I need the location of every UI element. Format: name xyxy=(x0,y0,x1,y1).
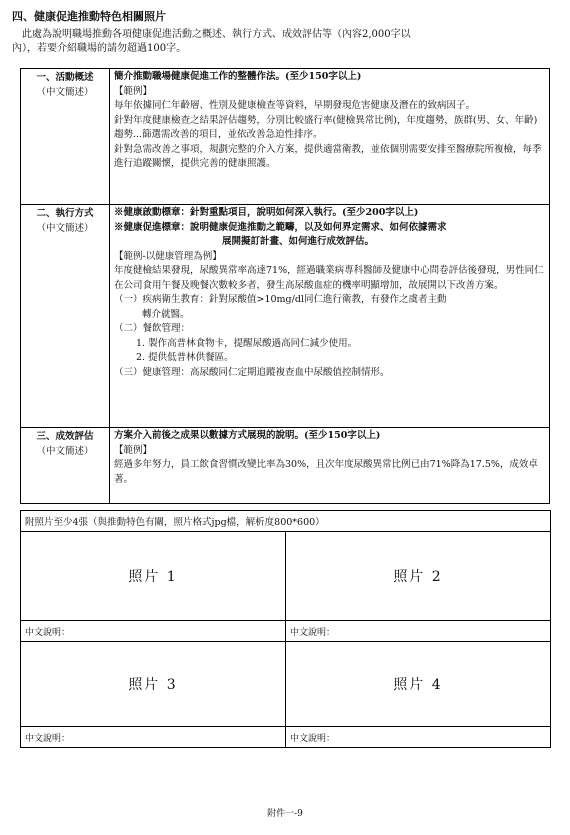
photo-table xyxy=(20,510,551,748)
execution-label xyxy=(21,205,110,428)
execution-content xyxy=(110,205,550,428)
photo-1-placeholder: 照片 1 xyxy=(21,532,286,621)
overview-content xyxy=(110,69,550,205)
execution-label-sub: （中文簡述） xyxy=(36,222,94,234)
caption-row xyxy=(21,727,551,748)
evaluation-content xyxy=(110,428,550,504)
intro-line-1: 此處為說明職場推動各項健康促進活動之概述、執行方式、成效評估等（內容2,000字以 xyxy=(22,29,411,40)
execution-item: （一）疾病衛生教育：針對尿酸值>10mg/dl同仁進行衛教，有發作之虞者主動 xyxy=(114,294,447,305)
photo-row xyxy=(21,532,551,621)
photo-2-caption: 中文說明： xyxy=(286,621,551,642)
evaluation-label-sub: （中文簡述） xyxy=(36,445,94,457)
photo-4-placeholder: 照片 4 xyxy=(286,642,551,727)
intro-text xyxy=(12,28,542,56)
overview-label xyxy=(21,69,110,205)
caption-row xyxy=(21,621,551,642)
photo-3-caption: 中文說明： xyxy=(21,727,286,748)
overview-example: 【範例】 xyxy=(114,85,153,97)
photo-1-caption: 中文說明： xyxy=(21,621,286,642)
overview-paragraph: 針對急需改善之事項，規劃完整的介入方案，提供適當衛教，並依個別需要安排至醫療院所複檢，每季進行追蹤關懷，提供完善的健康照護。 xyxy=(114,143,542,169)
overview-label-title: 一、活動概述 xyxy=(36,72,94,83)
execution-label-title: 二、執行方式 xyxy=(36,208,94,219)
execution-requirement: ※健康啟動標章：針對重點項目，說明如何深入執行。(至少200字以上) xyxy=(114,207,419,218)
overview-row xyxy=(21,69,550,205)
execution-requirement: ※健康促進標章：說明健康促進推動之範疇，以及如何界定需求、如何依據需求 xyxy=(114,221,447,233)
execution-requirement-cont: 展開擬訂計畫、如何進行成效評估。 xyxy=(222,236,375,247)
execution-item: （二）餐飲管理： xyxy=(114,323,191,334)
execution-paragraph: 年度健檢結果發現，尿酸異常率高達71%，經過職業病專科醫師及健康中心問卷評估後發現，男性同仁在公司食用午餐及晚餐次數較多者，發生高尿酸血症的機率明顯增加，故展開以下改善方案。 xyxy=(114,265,544,291)
evaluation-title: 方案介入前後之成果以數據方式展現的說明。(至少150字以上) xyxy=(114,430,381,441)
execution-row xyxy=(21,205,550,428)
execution-subitem: 1. 製作高普林食物卡，提醒尿酸過高同仁減少使用。 xyxy=(136,337,358,349)
photo-4-caption: 中文說明： xyxy=(286,727,551,748)
overview-label-sub: （中文簡述） xyxy=(36,86,94,98)
execution-subitem: 2. 提供低普林供餐區。 xyxy=(136,352,234,363)
photo-note-row xyxy=(21,511,551,532)
execution-item: （三）健康管理：高尿酸同仁定期追蹤複查血中尿酸值控制情形。 xyxy=(114,366,390,378)
execution-example: 【範例-以健康管理為例】 xyxy=(114,250,222,262)
evaluation-paragraph: 經過多年努力，員工飲食習慣改變比率為30%，且次年度尿酸異常比例已由71%降為17.5%，成效卓著。 xyxy=(114,459,538,485)
evaluation-row xyxy=(21,428,550,504)
evaluation-label-title: 三、成效評估 xyxy=(36,431,94,442)
execution-item-cont: 轉介就醫。 xyxy=(142,308,190,320)
photo-3-placeholder: 照片 3 xyxy=(21,642,286,727)
evaluation-label xyxy=(21,428,110,504)
overview-paragraph: 每年依據同仁年齡層、性別及健康檢查等資料，早期發現危害健康及潛在的致病因子。 xyxy=(114,100,476,111)
intro-line-2: 內），若要介紹職場的請勿超過100字。 xyxy=(12,43,187,54)
photo-note: 附照片至少4張（與推動特色有關，照片格式jpg檔，解析度800*600） xyxy=(21,511,551,532)
page-footer: 附件一-9 xyxy=(267,809,303,819)
photo-row xyxy=(21,642,551,727)
overview-title: 簡介推動職場健康促進工作的整體作法。(至少150字以上) xyxy=(114,71,362,82)
evaluation-example: 【範例】 xyxy=(114,444,153,456)
description-table xyxy=(20,68,550,504)
overview-paragraph: 針對年度健康檢查之結果評估趨勢，分別比較盛行率(健檢異常比例)，年度趨勢，族群(男、女、年齡)趨勢...篩選需改善的項目，並依改善急迫性排序。 xyxy=(114,114,538,140)
photo-2-placeholder: 照片 2 xyxy=(286,532,551,621)
section-heading: 四、健康促進推動特色相關照片 xyxy=(12,10,166,23)
